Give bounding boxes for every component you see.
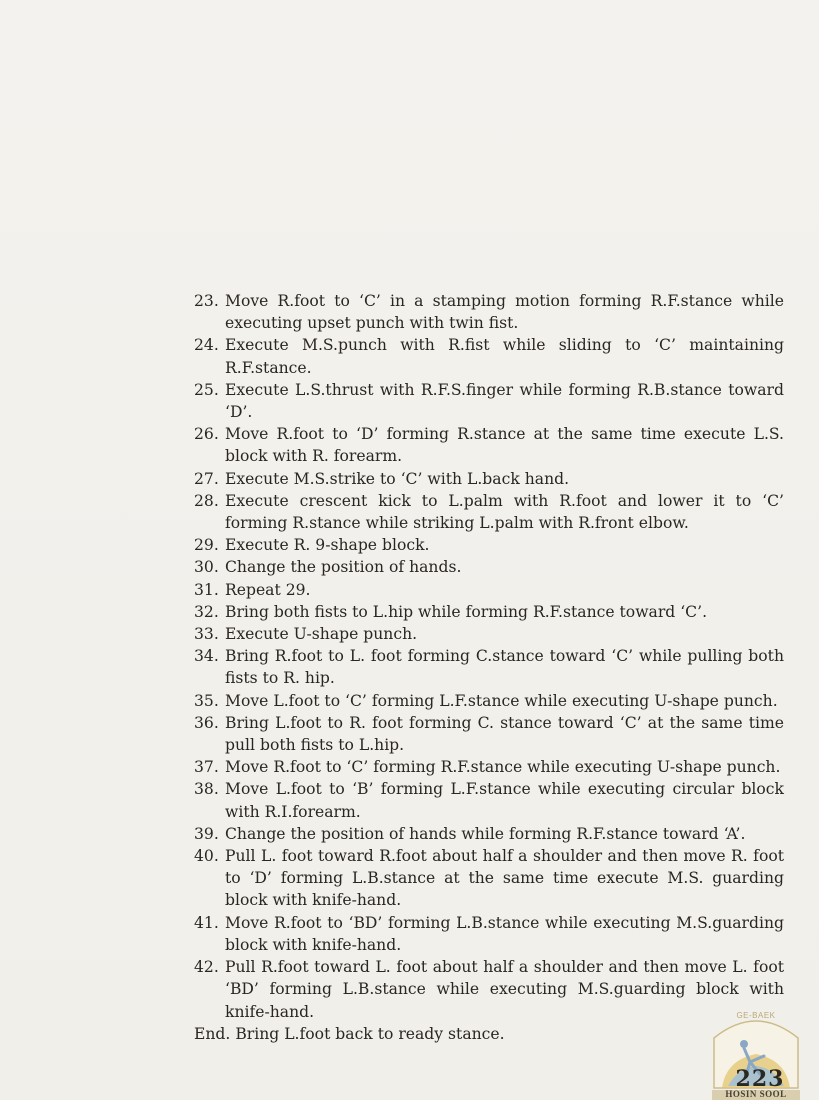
step-text: Execute U-shape punch.	[225, 625, 418, 644]
step-text: Move R.foot to ‘C’ forming R.F.stance while executing U-shape punch.	[225, 758, 781, 777]
list-item	[194, 690, 784, 712]
list-item	[194, 756, 784, 778]
step-number: 35.	[194, 691, 219, 710]
step-text: Execute crescent kick to L.palm with R.foot and lower it to ‘C’ forming R.stance while striking L.palm with R.front elbow.	[225, 491, 784, 533]
step-number: 36.	[194, 713, 219, 732]
step-number: 34.	[194, 647, 219, 666]
list-item	[194, 556, 784, 578]
step-text: Change the position of hands.	[225, 558, 462, 577]
step-text: Repeat 29.	[225, 580, 311, 599]
step-text: Execute L.S.thrust with R.F.S.finger while forming R.B.stance toward ‘D’.	[225, 380, 784, 422]
list-item	[194, 490, 784, 534]
step-number: 32.	[194, 602, 219, 621]
step-text: Pull R.foot toward L. foot about half a shoulder and then move L. foot ‘BD’ forming L.B.stance while executing M.S.guarding block with knife-hand.	[225, 958, 784, 1021]
list-item	[194, 778, 784, 822]
step-text: Execute M.S.punch with R.fist while sliding to ‘C’ maintaining R.F.stance.	[225, 336, 784, 377]
step-number: 27.	[194, 469, 219, 488]
step-text: Bring R.foot to L. foot forming C.stance toward ‘C’ while pulling both fists to R. hip.	[225, 647, 784, 688]
step-number: 28.	[194, 491, 219, 510]
list-item	[194, 601, 784, 623]
step-text: Bring both fists to L.hip while forming R.F.stance toward ‘C’.	[225, 602, 708, 621]
list-item	[194, 379, 784, 423]
step-text: Move R.foot to ‘C’ in a stamping motion forming R.F.stance while executing upset punch with twin fist.	[225, 292, 784, 333]
step-number: 29.	[194, 536, 219, 555]
step-text: Change the position of hands while forming R.F.stance toward ‘A’.	[225, 824, 746, 843]
step-text: Execute R. 9-shape block.	[225, 536, 430, 555]
list-item	[194, 956, 784, 1023]
step-number: 37.	[194, 758, 219, 777]
end-instruction: End. Bring L.foot back to ready stance.	[194, 1024, 505, 1043]
step-number: 38.	[194, 780, 219, 799]
list-item	[194, 912, 784, 956]
step-number: 33.	[194, 625, 219, 644]
seal-bottom-text: HOSIN SOOL	[725, 1089, 787, 1099]
step-number: 41.	[194, 913, 219, 932]
step-text: Move L.foot to ‘C’ forming L.F.stance while executing U-shape punch.	[225, 691, 778, 710]
step-number: 40.	[194, 847, 219, 866]
step-text: Execute M.S.strike to ‘C’ with L.back hand.	[225, 469, 570, 488]
list-item	[194, 290, 784, 334]
list-item	[194, 468, 784, 490]
step-number: 39.	[194, 824, 219, 843]
step-number: 31.	[194, 580, 219, 599]
step-number: 23.	[194, 292, 219, 310]
step-number: 30.	[194, 558, 219, 577]
step-text: Move L.foot to ‘B’ forming L.F.stance while executing circular block with R.I.forearm.	[225, 780, 784, 821]
list-item	[194, 334, 784, 378]
step-number: 24.	[194, 336, 219, 355]
step-text: Move R.foot to ‘BD’ forming L.B.stance while executing M.S.guarding block with knife-hand.	[225, 913, 784, 954]
step-text: Bring L.foot to R. foot forming C. stance toward ‘C’ at the same time pull both fists to L.hip.	[225, 713, 784, 755]
step-text: Move R.foot to ‘D’ forming R.stance at the same time execute L.S. block with R. forearm.	[225, 425, 784, 466]
list-item	[194, 845, 784, 912]
step-number: 26.	[194, 425, 219, 444]
step-number: 42.	[194, 958, 219, 977]
page-number: 223	[735, 1066, 785, 1092]
list-item	[194, 423, 784, 467]
seal-top-text: GE-BAEK	[736, 1011, 776, 1020]
list-item	[194, 534, 784, 556]
step-number: 25.	[194, 380, 219, 399]
list-item	[194, 579, 784, 601]
step-list	[194, 290, 784, 1045]
list-item	[194, 712, 784, 756]
list-item	[194, 823, 784, 845]
step-text: Pull L. foot toward R.foot about half a shoulder and then move R. foot to ‘D’ forming L.B.stance at the same time execute M.S. guarding block with knife-hand.	[225, 847, 784, 910]
list-item	[194, 645, 784, 689]
list-item	[194, 623, 784, 645]
